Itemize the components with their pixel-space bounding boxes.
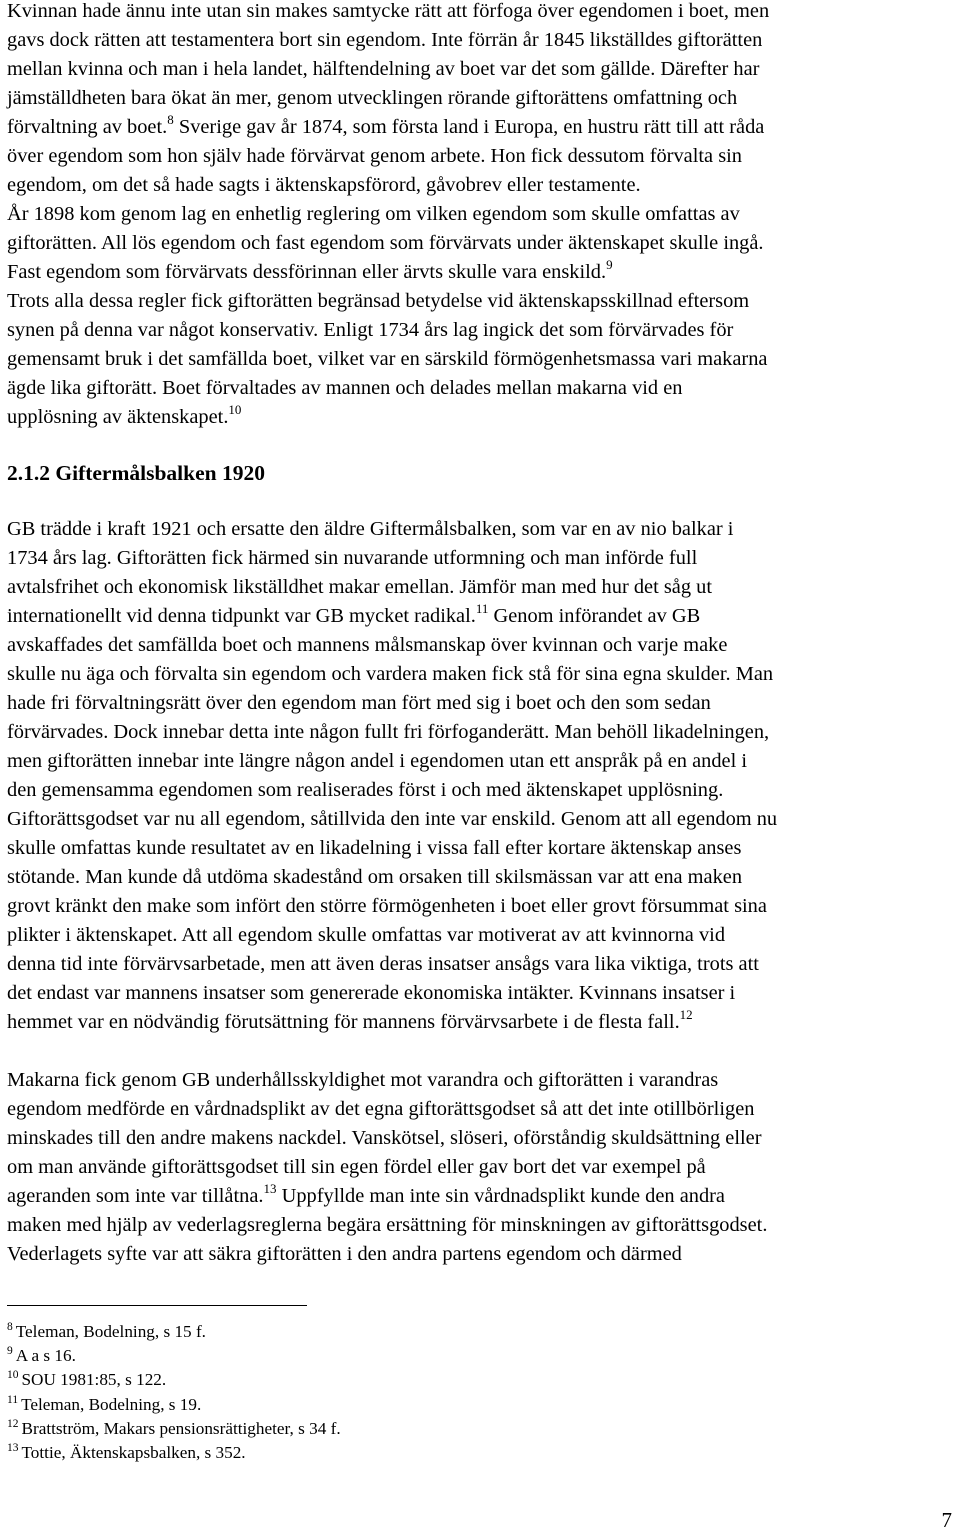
text-line: stötande. Man kunde då utdöma skadestånd om orsaken till skilsmässan var att ena maken xyxy=(7,866,743,888)
text-line: förvärvades. Dock innebar detta inte någon fullt fri förfoganderätt. Man behöll likadelningen, xyxy=(7,721,770,743)
footnote-item xyxy=(7,1417,341,1441)
footnote-number: 13 xyxy=(7,1441,19,1454)
footnote-reference[interactable]: 9 xyxy=(606,257,613,272)
footnote-item xyxy=(7,1368,341,1392)
footnote-number: 10 xyxy=(7,1369,19,1382)
section-heading: 2.1.2 Giftermålsbalken 1920 xyxy=(7,461,265,485)
page-number: 7 xyxy=(941,1508,952,1532)
text-line: grovt kränkt den make som infört den större förmögenheten i boet eller grovt försummat sina xyxy=(7,895,767,917)
text-line: egendom, om det så hade sagts i äktenskapsförord, gåvobrev eller testamente. xyxy=(7,174,641,196)
footnote-reference[interactable]: 10 xyxy=(228,402,242,417)
footnote-number: 9 xyxy=(7,1345,13,1358)
text-line: synen på denna var något konservativ. Enligt 1734 års lag ingick det som förvärvades för xyxy=(7,319,734,341)
text-line: Makarna fick genom GB underhållsskyldighet mot varandra och giftorätten i varandras xyxy=(7,1069,719,1091)
text-line: den gemensamma egendomen som realiserades först i och med äktenskapet upplösning. xyxy=(7,779,724,801)
text-line: avskaffades det samfällda boet och mannens målsmanskap över kvinnan och varje make xyxy=(7,634,728,656)
text-line: denna tid inte förvärvsarbetade, men att även deras insatser ansågs vara lika viktiga, trots att xyxy=(7,953,759,975)
text-line: Vederlagets syfte var att säkra giftorätten i den andra partens egendom och därmed xyxy=(7,1243,682,1265)
text-line: GB trädde i kraft 1921 och ersatte den äldre Giftermålsbalken, som var en av nio balkar i xyxy=(7,518,734,540)
text-line: över egendom som hon själv hade förvärvat genom arbete. Hon fick dessutom förvalta sin xyxy=(7,145,742,167)
text-line: om man använde giftorättsgodset till sin egen fördel eller gav bort det var exempel på xyxy=(7,1156,706,1178)
footnote-separator xyxy=(7,1305,307,1306)
text-line: skulle omfattas kunde resultatet av en likadelning i vissa fall efter kortare äktenskap anses xyxy=(7,837,742,859)
text-line: det endast var mannens insatser som genererade ekonomiska intäkter. Kvinnans insatser i xyxy=(7,982,736,1004)
text-line: mellan kvinna och man i hela landet, hälftendelning av boet var det som gällde. Därefter har xyxy=(7,58,760,80)
footnote-reference[interactable]: 11 xyxy=(475,601,489,616)
body-paragraph-3 xyxy=(7,1066,767,1269)
footnote-text: Teleman, Bodelning, s 15 f. xyxy=(15,1322,206,1341)
text-line: hemmet var en nödvändig förutsättning för mannens förvärvsarbete i de flesta fall.$^{12}$ xyxy=(7,1007,693,1033)
footnote-number: 12 xyxy=(7,1417,19,1430)
text-line: Giftorättsgodset var nu all egendom, såtillvida den inte var enskild. Genom att all egendom nu xyxy=(7,808,778,830)
text-line: hade fri förvaltningsrätt över den egendom man fört med sig i boet och den som sedan xyxy=(7,692,711,714)
text-line: År 1898 kom genom lag en enhetlig reglering om vilken egendom som skulle omfattas av xyxy=(7,203,740,225)
footnote-text: A a s 16. xyxy=(15,1346,76,1366)
text-line: skulle nu äga och förvalta sin egendom och vardera maken fick stå för sina egna skulder. Man xyxy=(7,663,774,685)
text-line: Fast egendom som förvärvats dessförinnan eller ärvts skulle vara enskild.$^9$ xyxy=(7,257,613,283)
text-line: avtalsfrihet och ekonomisk likställdhet makar emellan. Jämför man med hur det såg ut xyxy=(7,576,712,598)
footnote-item xyxy=(7,1393,341,1417)
footnote-item xyxy=(7,1344,341,1368)
text-line: giftorätten. All lös egendom och fast egendom som förvärvats under äktenskapet skulle ingå. xyxy=(7,232,764,254)
text-line: förvaltning av boet.$^8$ Sverige gav år 1874, som första land i Europa, en hustru rätt till att råda xyxy=(7,112,765,138)
text-line: men giftorätten innebar inte längre någon andel i egendomen utan ett anspråk på en andel i xyxy=(7,750,748,772)
footnote-reference[interactable]: 8 xyxy=(167,112,174,127)
text-line: maken med hjälp av vederlagsreglerna begära ersättning för minskningen av giftorättsgodset. xyxy=(7,1214,768,1236)
footnote-reference[interactable]: 12 xyxy=(679,1007,693,1022)
text-line: jämställdheten bara ökat än mer, genom utvecklingen rörande giftorättens omfattning och xyxy=(7,87,738,109)
text-line: plikter i äktenskapet. Att all egendom skulle omfattas var motiverat av att kvinnorna vid xyxy=(7,924,726,946)
body-paragraph-1 xyxy=(7,0,769,432)
body-paragraph-2 xyxy=(7,515,777,1037)
text-line: ägde lika giftorätt. Boet förvaltades av mannen och delades mellan makarna vid en xyxy=(7,377,683,399)
footnote-number: 8 xyxy=(7,1321,13,1333)
text-line: gavs dock rätten att testamentera bort sin egendom. Inte förrän år 1845 likställdes giftorätten xyxy=(7,29,763,51)
footnote-number: 11 xyxy=(7,1393,19,1406)
footnote-text: SOU 1981:85, s 122. xyxy=(21,1370,167,1390)
footnote-item xyxy=(7,1441,341,1465)
footnote-text: Tottie, Äktenskapsbalken, s 352. xyxy=(21,1442,246,1462)
footnote-item xyxy=(7,1320,341,1344)
text-line: gemensamt bruk i det samfällda boet, vilket var en särskild förmögenhetsmassa vari makarna xyxy=(7,348,768,370)
footnotes-list xyxy=(7,1320,341,1465)
text-line: 1734 års lag. Giftorätten fick härmed sin nuvarande utformning och man införde full xyxy=(7,547,698,569)
footnote-reference[interactable]: 13 xyxy=(263,1181,277,1196)
footnote-text: Brattström, Makars pensionsrättigheter, s 34 f. xyxy=(21,1418,341,1438)
text-line: ageranden som inte var tillåtna.$^{13}$ Uppfyllde man inte sin vårdnadsplikt kunde den andra xyxy=(7,1181,725,1207)
text-line: Kvinnan hade ännu inte utan sin makes samtycke rätt att förfoga över egendomen i boet, men xyxy=(7,0,770,22)
text-line: internationellt vid denna tidpunkt var GB mycket radikal.$^{11}$ Genom införandet av GB xyxy=(7,601,701,627)
text-line: upplösning av äktenskapet.$^{10}$ xyxy=(7,402,242,428)
text-line: minskades till den andre makens nackdel. Vanskötsel, slöseri, oförståndig skuldsättning eller xyxy=(7,1127,762,1149)
text-line: Trots alla dessa regler fick giftorätten begränsad betydelse vid äktenskapsskillnad eftersom xyxy=(7,290,750,312)
footnote-text: Teleman, Bodelning, s 19. xyxy=(21,1394,202,1414)
text-line: egendom medförde en vårdnadsplikt av det egna giftorättsgodset så att det inte otillbörligen xyxy=(7,1098,755,1120)
